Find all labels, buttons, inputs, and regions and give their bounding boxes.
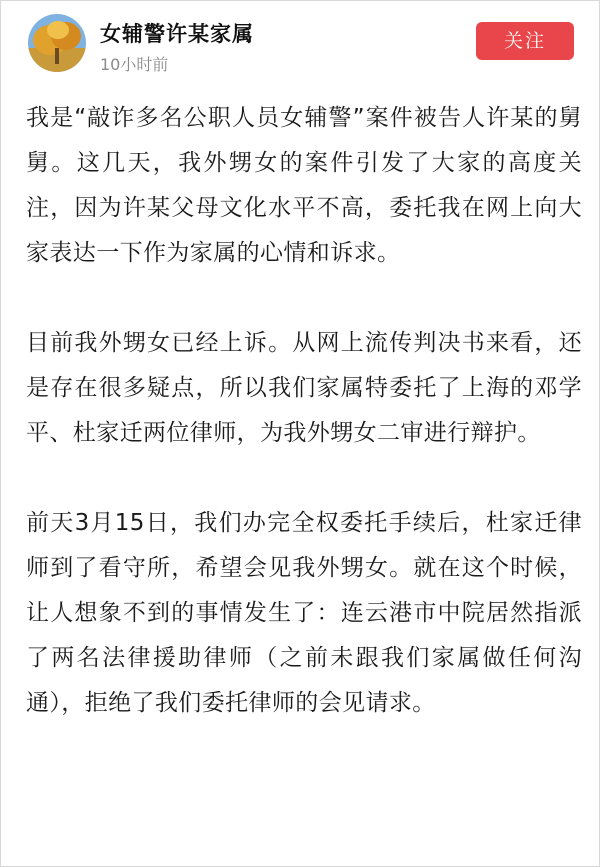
post-paragraph: 前天3月15日，我们办完全权委托手续后，杜家迁律师到了看守所，希望会见我外甥女。就在这个时候，让人想象不到的事情发生了：连云港市中院居然指派了两名法律援助律师（之前未跟我们家属做任何沟通），拒绝了我们委托律师的会见请求。 [26, 510, 582, 716]
post-paragraph: 我是“敲诈多名公职人员女辅警”案件被告人许某的舅舅。这几天，我外甥女的案件引发了大家的高度关注，因为许某父母文化水平不高，委托我在网上向大家表达一下作为家属的心情和诉求。 [26, 105, 582, 266]
avatar-autumn-tree-icon [28, 14, 86, 72]
avatar[interactable] [28, 14, 86, 72]
post-time: 10小时前 [100, 55, 169, 74]
post-body [26, 96, 582, 726]
author-name[interactable]: 女辅警许某家属 [100, 22, 254, 46]
post-header [0, 0, 600, 90]
follow-button[interactable]: 关注 [476, 22, 574, 60]
post-paragraph: 目前我外甥女已经上诉。从网上流传判决书来看，还是存在很多疑点，所以我们家属特委托了上海的邓学平、杜家迁两位律师，为我外甥女二审进行辩护。 [26, 330, 582, 446]
